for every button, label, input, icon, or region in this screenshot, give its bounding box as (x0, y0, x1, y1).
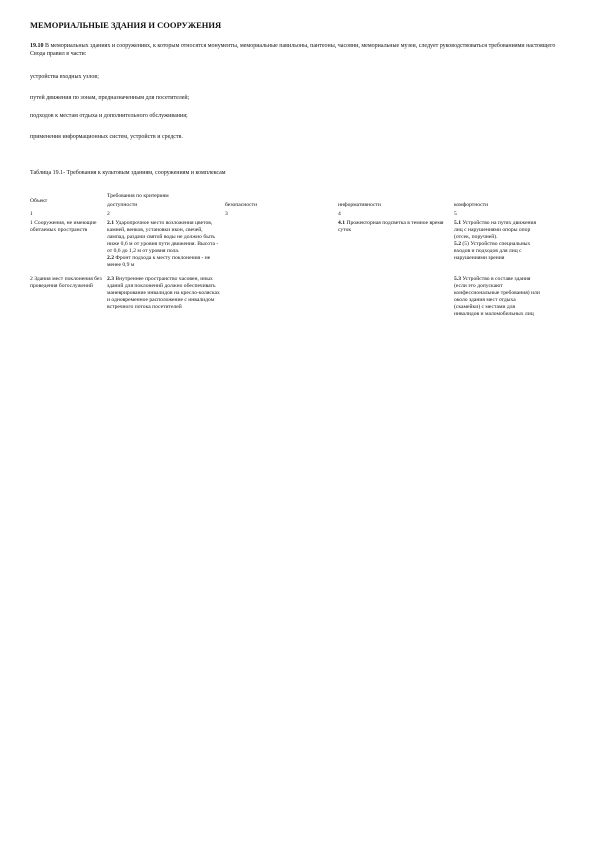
safety-cell (223, 219, 336, 270)
comfort-cell (452, 270, 542, 319)
requirement-number: 2.2 (107, 255, 114, 261)
requirement-item (107, 255, 221, 269)
requirement-text: Устройство на путях движения лиц с нарушениями опоры опор (отсек, поручней). (454, 220, 537, 240)
list-item: устройства входных узлов; (30, 74, 99, 80)
list-item: применения информационных систем, устройств и средств. (30, 134, 183, 140)
requirement-item (338, 220, 450, 234)
object-cell: 2 Здания мест поклонения без проведения богослужений (30, 276, 102, 289)
requirement-item (454, 220, 540, 241)
column-number: 2 (107, 211, 110, 217)
info-cell (336, 219, 452, 270)
criteria-header: безопасности (225, 202, 258, 208)
accessibility-cell (105, 270, 223, 319)
requirement-item (454, 241, 540, 262)
column-number: 3 (225, 211, 228, 217)
requirement-number: 5.3 (454, 276, 461, 282)
column-number-row (28, 210, 542, 219)
column-number: 1 (30, 211, 33, 217)
table-row (28, 270, 542, 319)
criteria-header: доступности (107, 202, 138, 208)
list-item: путей движения по зонам, предназначенным для посетителей; (30, 95, 190, 101)
table-header-row (28, 192, 542, 201)
table-subheader-row (28, 201, 542, 210)
comfort-cell (452, 219, 542, 270)
requirement-text: (5) Устройство специальных входов и подходов для лиц с нарушениями зрения (454, 241, 531, 261)
info-cell (336, 270, 452, 319)
intro-text: В мемориальных зданиях и сооружениях, к которым относятся монументы, мемориальные павильоны, пантеоны, часовни, мемориальные музеи, следует руководствоваться требованиями настоящего Свода правил в части: (30, 43, 556, 57)
accessibility-cell (105, 219, 223, 270)
clause-number: 19.10 (30, 43, 44, 49)
requirement-number: 2.3 (107, 276, 114, 282)
requirement-text: Прожекторная подсветка в темное время суток (338, 220, 444, 233)
list-item: подходов к местам отдыха и дополнительного обслуживания; (30, 113, 188, 119)
table-caption: Таблица 19.1- Требования к культовым зданиям, сооружениям и комплексам (30, 170, 226, 176)
column-number: 5 (454, 211, 457, 217)
table-row (28, 219, 542, 270)
requirement-text: Фронт подхода к месту поклонения - не менее 0,9 м (107, 255, 211, 268)
requirements-table (28, 192, 542, 319)
requirement-text: Ударопрочное место возложения цветов, камней, венков, установки икон, свечей, лампад, раздачи святой воды не должно быть ниже 0,6 м от уровня пути движения. Высота - от 0,6 до 1,2 м от уровня пола. (107, 220, 219, 254)
column-number: 4 (338, 211, 341, 217)
requirement-number: 5.1 (454, 220, 461, 226)
requirement-item (107, 220, 221, 255)
group-header: Требования по критериям (107, 193, 169, 199)
requirement-text: Внутреннее пространство часовен, иных зданий для поклонений должно обеспечивать маневрирование инвалидов на кресло-колясках и одновременное расположение с инвалидом встречного потока посетителей (107, 276, 220, 310)
requirement-item (107, 276, 221, 311)
requirement-number: 2.1 (107, 220, 114, 226)
object-header: Объект (30, 197, 48, 204)
criteria-header: информативности (338, 202, 381, 208)
intro-paragraph (30, 42, 565, 58)
page-heading: МЕМОРИАЛЬНЫЕ ЗДАНИЯ И СООРУЖЕНИЯ (30, 20, 222, 30)
requirement-item (454, 276, 540, 318)
requirement-text: Устройство в составе здания (если это допускают конфессиональные требования) или около здания мест отдыха (скамейки) с местами для инвалидов и маломобильных лиц (454, 276, 540, 317)
object-cell: 1 Сооружения, не имеющие обитаемых пространств (30, 220, 97, 233)
criteria-header: комфортности (454, 202, 489, 208)
requirement-number: 5.2 (454, 241, 461, 247)
safety-cell (223, 270, 336, 319)
requirement-number: 4.1 (338, 220, 345, 226)
